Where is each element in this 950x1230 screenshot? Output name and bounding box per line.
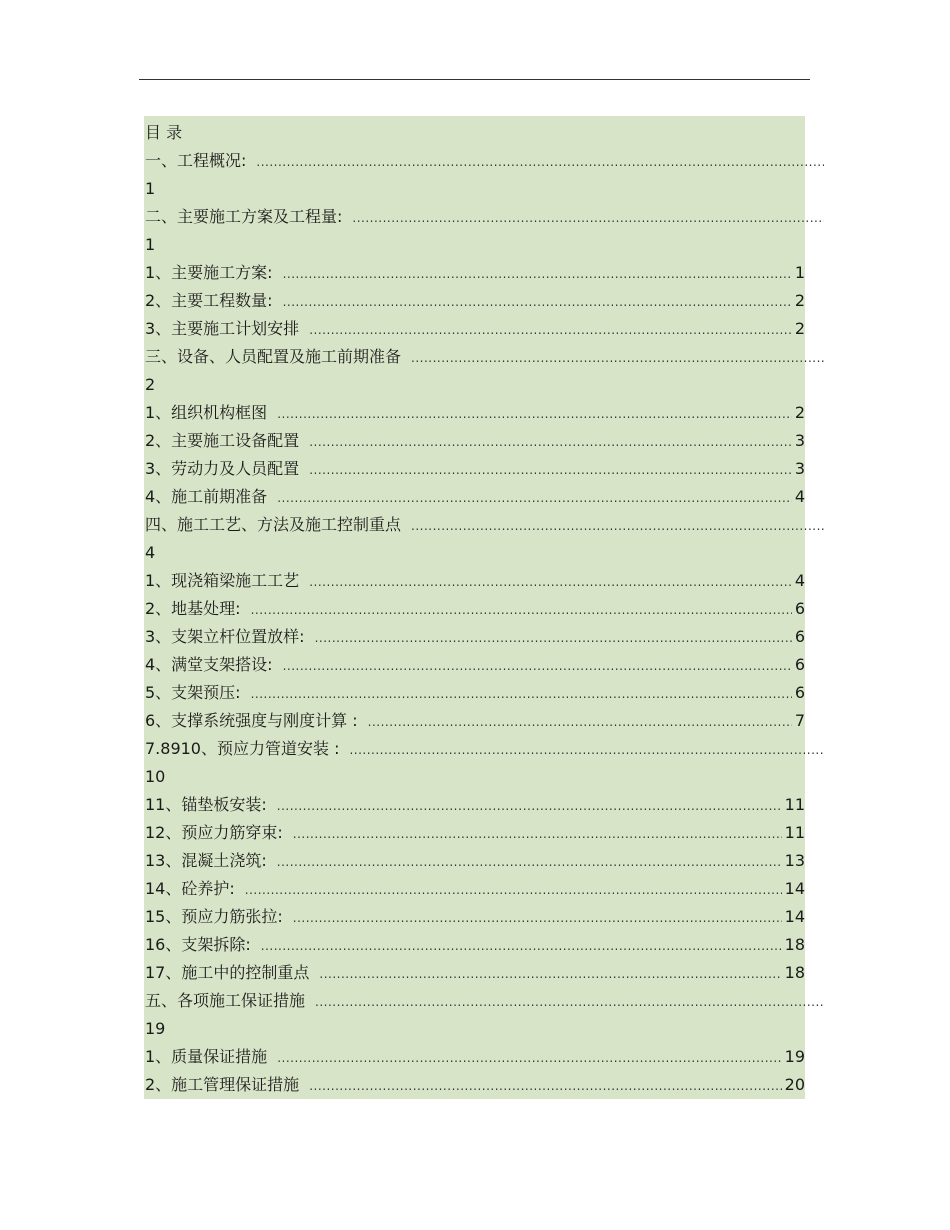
toc-page-number: 11: [784, 795, 805, 814]
toc-entry-label: 五、各项施工保证措施: [145, 991, 306, 1010]
toc-entry[interactable]: [145, 847, 805, 875]
toc-dot-leader: [293, 904, 782, 932]
toc-page-number: 14: [784, 907, 805, 926]
toc-page-number: 18: [784, 935, 805, 954]
toc-page-number: 2: [794, 291, 805, 310]
toc-entry[interactable]: [145, 1071, 805, 1099]
toc-dot-leader: [245, 876, 782, 904]
toc-entry[interactable]: [145, 791, 805, 819]
toc-entry[interactable]: [145, 203, 827, 231]
toc-entry-label: 2、施工管理保证措施: [145, 1075, 300, 1094]
toc-entry[interactable]: [145, 623, 805, 651]
toc-dot-leader: [319, 960, 781, 988]
toc-page-number: 4: [794, 571, 805, 590]
toc-dot-leader: [411, 344, 824, 372]
toc-entry-label: 1、主要施工方案:: [145, 263, 273, 282]
toc-entry-label: 16、支架拆除:: [145, 935, 251, 954]
toc-dot-leader: [283, 288, 792, 316]
toc-entry-label: 12、预应力筋穿束:: [145, 823, 283, 842]
toc-page-number: 10: [145, 767, 166, 786]
toc-page-number: 4: [145, 543, 156, 562]
toc-page-number: 2: [794, 319, 805, 338]
toc-dot-leader: [315, 988, 824, 1016]
toc-entry-label: 二、主要施工方案及工程量:: [145, 207, 343, 226]
toc-entry[interactable]: [145, 287, 805, 315]
toc-page-number: 3: [794, 459, 805, 478]
toc-dot-leader: [256, 148, 824, 176]
toc-dot-leader: [309, 1072, 781, 1100]
toc-dot-leader: [283, 260, 792, 288]
toc-page-number: 6: [794, 655, 805, 674]
toc-entry-label: 4、满堂支架搭设:: [145, 655, 273, 674]
toc-entry[interactable]: [145, 875, 805, 903]
toc-entry[interactable]: [145, 483, 805, 511]
toc-entry-label: 2、主要施工设备配置: [145, 431, 300, 450]
toc-entry[interactable]: [145, 427, 805, 455]
toc-page-number: 1: [145, 179, 156, 198]
toc-entry-label: 3、主要施工计划安排: [145, 319, 300, 338]
toc-entry-label: 14、砼养护:: [145, 879, 235, 898]
toc-dot-leader: [261, 932, 782, 960]
toc-page-number: 19: [784, 1047, 805, 1066]
toc-dot-leader: [309, 428, 792, 456]
toc-page-number: 18: [784, 963, 805, 982]
toc-page-number: 4: [794, 487, 805, 506]
toc-entry[interactable]: [145, 315, 805, 343]
toc-entry-label: 2、地基处理:: [145, 599, 241, 618]
toc-dot-leader: [251, 680, 792, 708]
toc-entry[interactable]: [145, 959, 805, 987]
toc-entry[interactable]: [145, 595, 805, 623]
toc-dot-leader: [293, 820, 782, 848]
toc-dot-leader: [352, 204, 824, 232]
toc-entry[interactable]: [145, 903, 805, 931]
toc-entry-page-continuation[interactable]: [145, 371, 155, 399]
toc-page-number: 20: [784, 1075, 805, 1094]
toc-entry-label: 13、混凝土浇筑:: [145, 851, 267, 870]
toc-entry[interactable]: [145, 931, 805, 959]
toc-page-number: 6: [794, 599, 805, 618]
toc-entry-label: 四、施工工艺、方法及施工控制重点: [145, 515, 402, 534]
toc-entry-label: 三、设备、人员配置及施工前期准备: [145, 347, 402, 366]
toc-page-number: 13: [784, 851, 805, 870]
toc-entry[interactable]: [145, 259, 805, 287]
toc-entry[interactable]: [145, 147, 827, 175]
toc-entry[interactable]: [145, 651, 805, 679]
toc-entry-label: 4、施工前期准备: [145, 487, 268, 506]
toc-dot-leader: [309, 456, 792, 484]
toc-dot-leader: [277, 1044, 781, 1072]
toc-entry[interactable]: [145, 1043, 805, 1071]
toc-entry[interactable]: [145, 707, 805, 735]
toc-dot-leader: [277, 792, 782, 820]
toc-dot-leader: [277, 484, 792, 512]
toc-entry[interactable]: [145, 343, 827, 371]
toc-dot-leader: [349, 736, 824, 764]
toc-entry[interactable]: [145, 819, 805, 847]
toc-dot-leader: [315, 624, 792, 652]
toc-entry[interactable]: [145, 399, 805, 427]
toc-entry-label: 1、现浇箱梁施工工艺: [145, 571, 300, 590]
toc-entry[interactable]: [145, 511, 827, 539]
toc-page-number: 3: [794, 431, 805, 450]
toc-entry-label: 一、工程概况:: [145, 151, 247, 170]
toc-entry-label: 3、支架立杆位置放样:: [145, 627, 305, 646]
header-rule: [139, 79, 810, 80]
toc-entry[interactable]: [145, 567, 805, 595]
toc-entry[interactable]: [145, 987, 827, 1015]
toc-page-number: 2: [145, 375, 156, 394]
toc-page-number: 6: [794, 627, 805, 646]
toc-page-number: 1: [794, 263, 805, 282]
toc-dot-leader: [309, 568, 792, 596]
toc-dot-leader: [368, 708, 792, 736]
toc-entry-page-continuation[interactable]: [145, 539, 155, 567]
toc-dot-leader: [309, 316, 792, 344]
toc-entry-page-continuation[interactable]: [145, 231, 155, 259]
toc-entry-label: 3、劳动力及人员配置: [145, 459, 300, 478]
toc-entry-page-continuation[interactable]: [145, 1015, 165, 1043]
toc-entry[interactable]: [145, 455, 805, 483]
toc-title: 目 录: [145, 123, 183, 142]
toc-entry-page-continuation[interactable]: [145, 175, 155, 203]
toc-entry-label: 11、锚垫板安装:: [145, 795, 267, 814]
toc-dot-leader: [411, 512, 824, 540]
toc-dot-leader: [283, 652, 792, 680]
toc-page-number: 6: [794, 683, 805, 702]
toc-entry-label: 2、主要工程数量:: [145, 291, 273, 310]
toc-page-number: 2: [794, 403, 805, 422]
toc-page-number: 11: [784, 823, 805, 842]
toc-page-number: 14: [784, 879, 805, 898]
toc-entry-label: 7.8910、预应力管道安装 :: [145, 739, 340, 758]
toc-entry-label: 6、支撑系统强度与刚度计算 :: [145, 711, 358, 730]
toc-entry-label: 5、支架预压:: [145, 683, 241, 702]
toc-dot-leader: [277, 400, 792, 428]
toc-page-number: 1: [145, 235, 156, 254]
toc-entry-label: 1、质量保证措施: [145, 1047, 268, 1066]
toc-entry[interactable]: [145, 679, 805, 707]
toc-entry-label: 15、预应力筋张拉:: [145, 907, 283, 926]
toc-dot-leader: [277, 848, 782, 876]
toc-entry[interactable]: [145, 735, 827, 763]
toc-entry-label: 1、组织机构框图: [145, 403, 268, 422]
toc-entry-label: 17、施工中的控制重点: [145, 963, 310, 982]
toc-page-number: 7: [794, 711, 805, 730]
toc-dot-leader: [251, 596, 792, 624]
toc-entry-page-continuation[interactable]: [145, 763, 165, 791]
toc-page-number: 19: [145, 1019, 166, 1038]
